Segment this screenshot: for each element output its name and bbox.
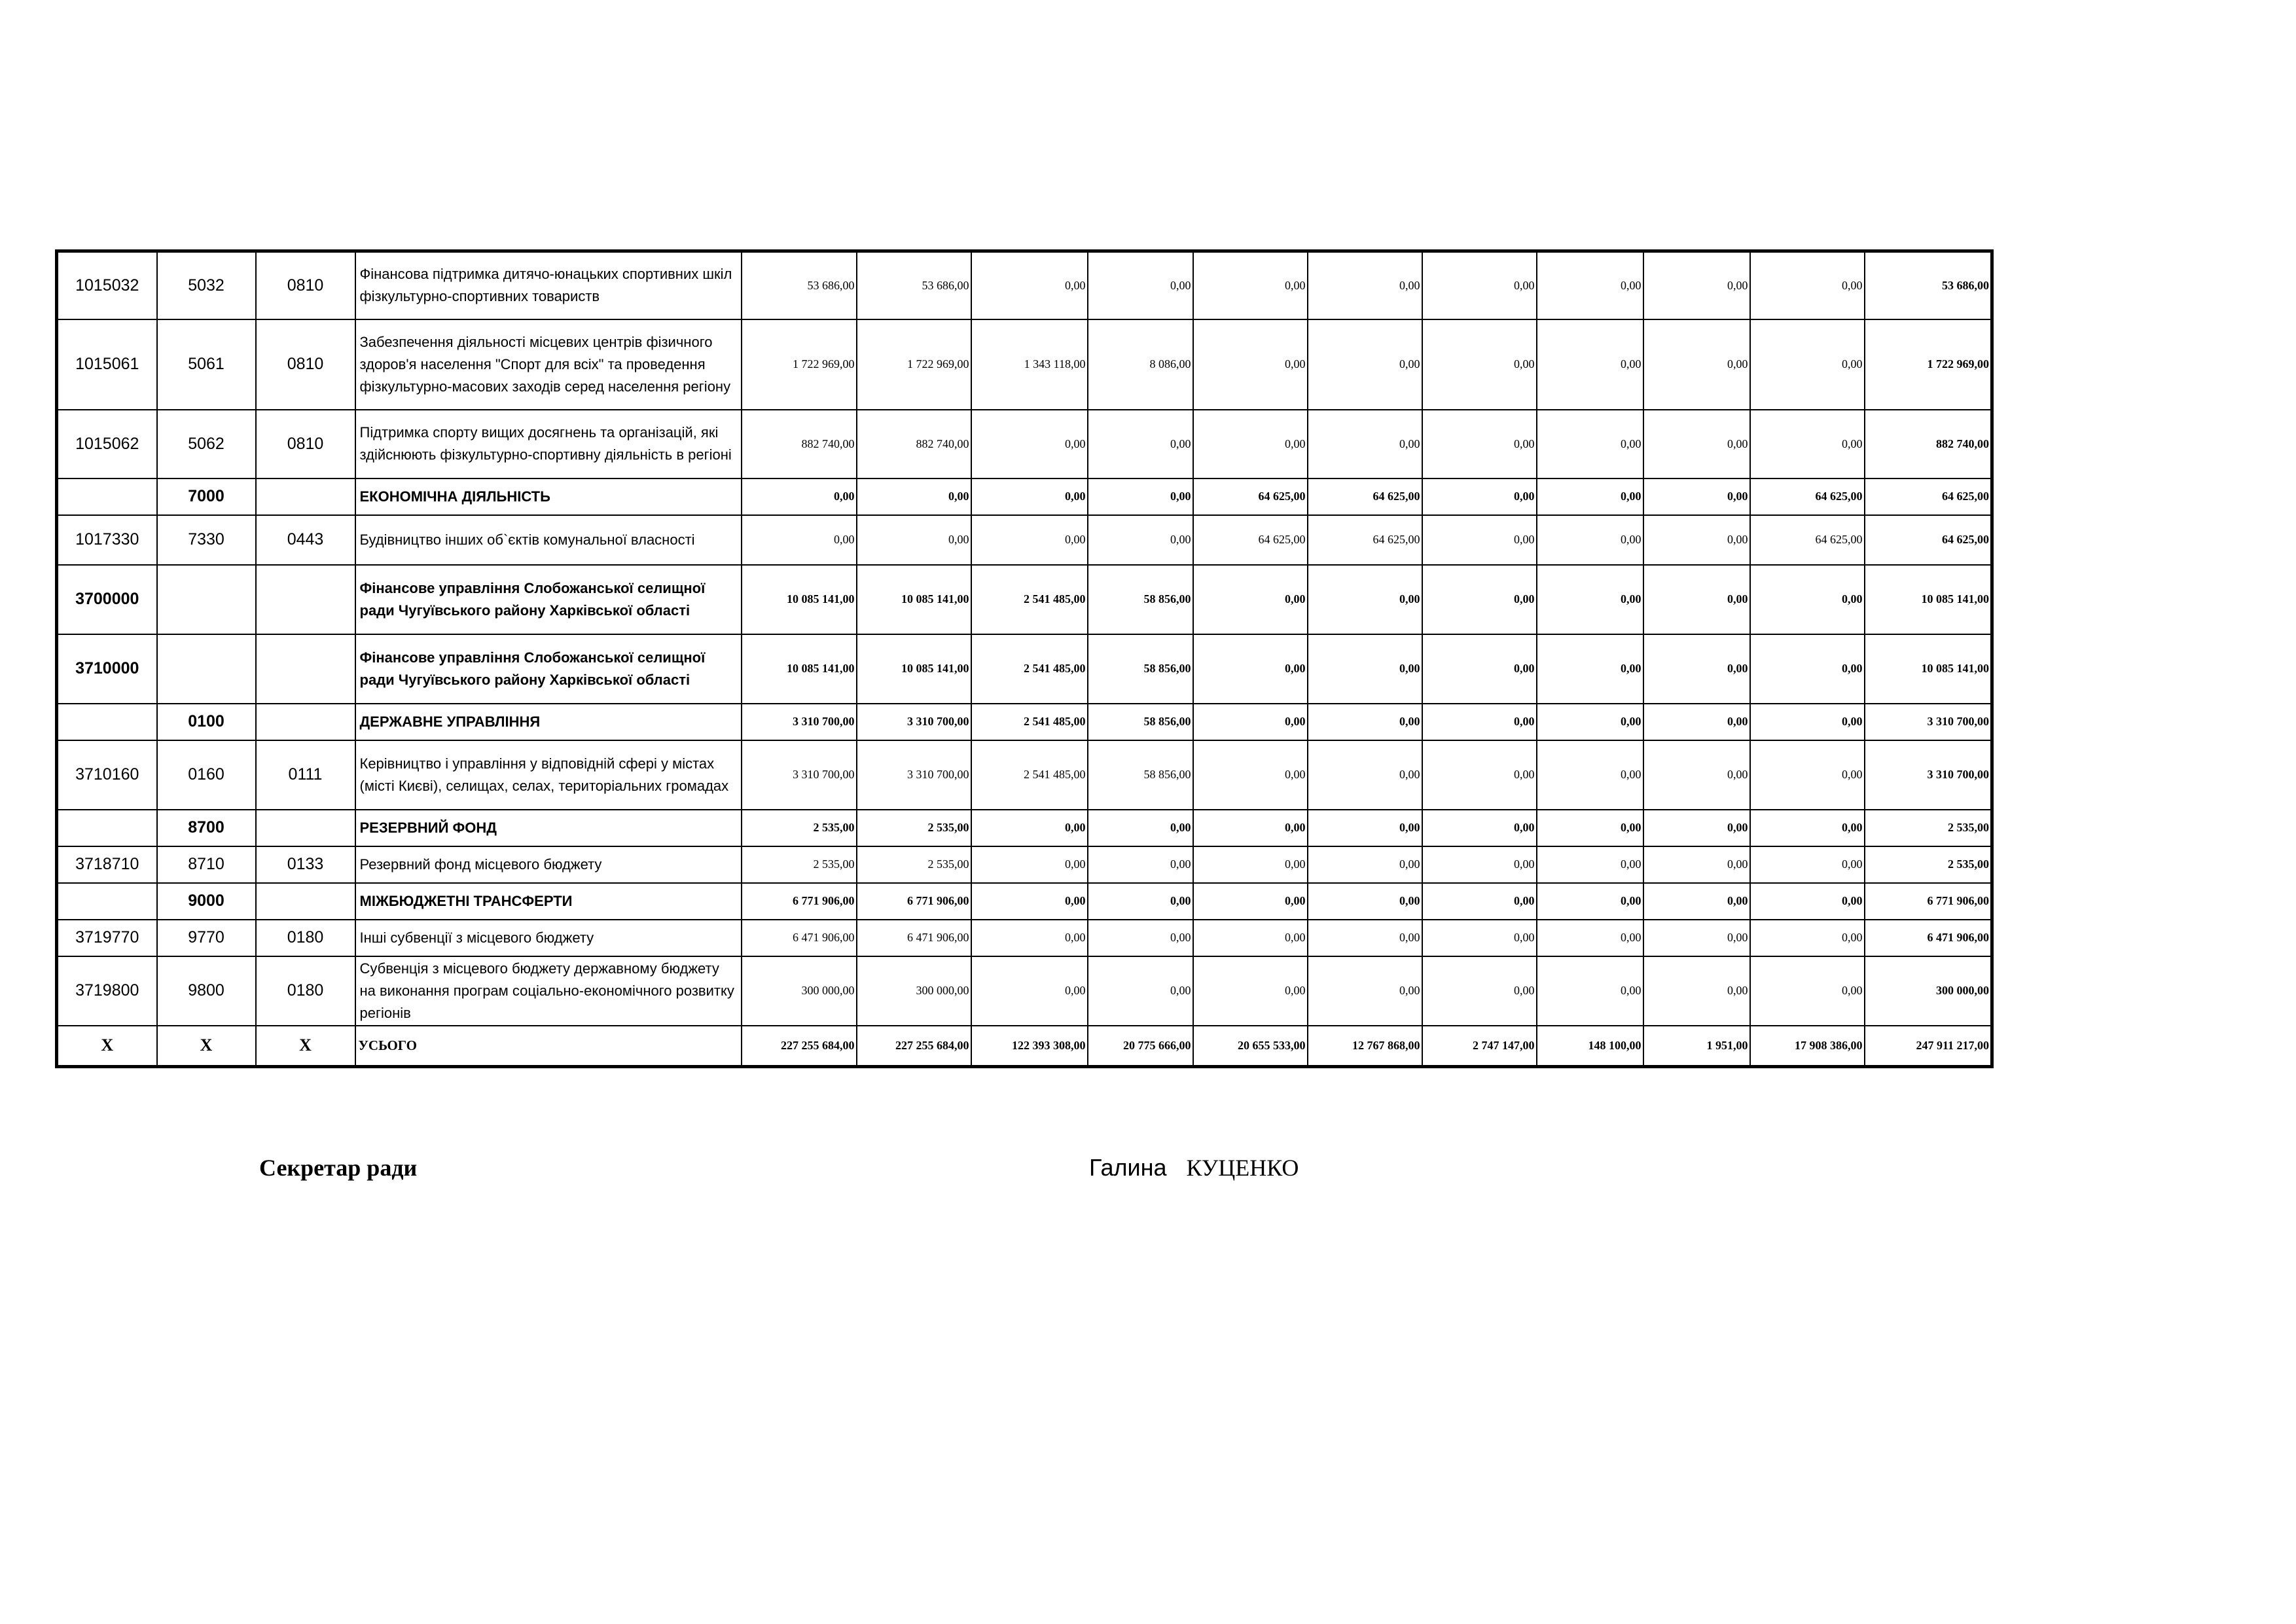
amount-cell: 0,00 <box>1537 565 1643 634</box>
amount-cell: 0,00 <box>1750 634 1865 704</box>
amount-cell: 0,00 <box>1537 478 1643 515</box>
program-kpkv-cell <box>157 634 256 704</box>
amount-cell: 0,00 <box>1193 740 1308 810</box>
amount-cell: 0,00 <box>971 846 1088 883</box>
amount-cell: 0,00 <box>1537 634 1643 704</box>
total-amount-cell: 12 767 868,00 <box>1308 1026 1422 1067</box>
amount-cell: 0,00 <box>971 478 1088 515</box>
total-amount-cell: 2 747 147,00 <box>1422 1026 1537 1067</box>
amount-cell: 0,00 <box>1422 883 1537 920</box>
amount-cell: 0,00 <box>1537 410 1643 478</box>
amount-cell: 0,00 <box>1750 704 1865 740</box>
amount-cell: 1 722 969,00 <box>742 319 857 410</box>
amount-cell: 2 541 485,00 <box>971 704 1088 740</box>
program-kpkv-cell: 8700 <box>157 810 256 846</box>
table-row <box>57 810 1992 846</box>
table-row <box>57 251 1992 319</box>
amount-cell: 0,00 <box>1308 251 1422 319</box>
function-code-cell: 0810 <box>256 319 355 410</box>
table-body <box>57 251 1992 1067</box>
amount-cell: 0,00 <box>1750 883 1865 920</box>
amount-cell: 0,00 <box>1537 810 1643 846</box>
amount-cell: 0,00 <box>1643 251 1750 319</box>
amount-cell: 0,00 <box>1308 740 1422 810</box>
program-kpkv-cell <box>157 565 256 634</box>
program-kpkv-cell: 0100 <box>157 704 256 740</box>
program-code-cell: 3710000 <box>57 634 157 704</box>
table-row <box>57 740 1992 810</box>
amount-cell: 0,00 <box>1088 515 1193 565</box>
program-name-cell: ДЕРЖАВНЕ УПРАВЛІННЯ <box>355 704 742 740</box>
total-amount-cell: 20 655 533,00 <box>1193 1026 1308 1067</box>
amount-cell: 0,00 <box>971 810 1088 846</box>
amount-cell: 0,00 <box>1643 956 1750 1026</box>
program-kpkv-cell: 9800 <box>157 956 256 1026</box>
program-code-cell <box>57 478 157 515</box>
amount-cell: 0,00 <box>971 515 1088 565</box>
amount-cell: 0,00 <box>1193 251 1308 319</box>
amount-cell: 0,00 <box>1537 319 1643 410</box>
amount-cell: 0,00 <box>1422 740 1537 810</box>
amount-cell: 0,00 <box>1193 956 1308 1026</box>
amount-cell: 10 085 141,00 <box>742 634 857 704</box>
amount-cell: 0,00 <box>1750 956 1865 1026</box>
amount-cell: 0,00 <box>1193 634 1308 704</box>
amount-cell: 0,00 <box>1308 846 1422 883</box>
amount-cell: 0,00 <box>1537 515 1643 565</box>
program-name-cell: РЕЗЕРВНИЙ ФОНД <box>355 810 742 846</box>
amount-cell: 0,00 <box>1750 319 1865 410</box>
amount-cell: 0,00 <box>1643 319 1750 410</box>
signature-last-name: КУЦЕНКО <box>1186 1155 1299 1181</box>
program-code-cell <box>57 704 157 740</box>
amount-cell: 0,00 <box>1088 846 1193 883</box>
table-row <box>57 319 1992 410</box>
program-name-cell: Фінансове управління Слобожанської селищної ради Чугуївського району Харківської області <box>355 565 742 634</box>
amount-cell: 0,00 <box>1088 920 1193 956</box>
program-name-cell: Фінансове управління Слобожанської селищної ради Чугуївського району Харківської області <box>355 634 742 704</box>
amount-cell: 0,00 <box>1643 634 1750 704</box>
function-code-cell: 0133 <box>256 846 355 883</box>
amount-cell: 64 625,00 <box>1308 515 1422 565</box>
signature-title: Секретар ради <box>259 1155 418 1181</box>
amount-cell: 0,00 <box>742 515 857 565</box>
amount-cell: 10 085 141,00 <box>1865 634 1992 704</box>
amount-cell: 0,00 <box>971 410 1088 478</box>
amount-cell: 0,00 <box>1308 883 1422 920</box>
total-amount-cell: 122 393 308,00 <box>971 1026 1088 1067</box>
amount-cell: 0,00 <box>1422 251 1537 319</box>
function-code-cell <box>256 704 355 740</box>
total-row <box>57 1026 1992 1067</box>
amount-cell: 882 740,00 <box>1865 410 1992 478</box>
amount-cell: 58 856,00 <box>1088 634 1193 704</box>
amount-cell: 0,00 <box>857 478 971 515</box>
amount-cell: 0,00 <box>1088 810 1193 846</box>
program-code-cell: 3710160 <box>57 740 157 810</box>
amount-cell: 10 085 141,00 <box>857 634 971 704</box>
function-code-cell: 0810 <box>256 251 355 319</box>
amount-cell: 0,00 <box>1643 740 1750 810</box>
amount-cell: 0,00 <box>1537 846 1643 883</box>
amount-cell: 2 535,00 <box>742 810 857 846</box>
signature-name <box>1089 1154 1299 1182</box>
table-row <box>57 846 1992 883</box>
amount-cell: 0,00 <box>1088 956 1193 1026</box>
amount-cell: 0,00 <box>1643 810 1750 846</box>
amount-cell: 2 535,00 <box>742 846 857 883</box>
program-name-cell: Фінансова підтримка дитячо-юнацьких спортивних шкіл фізкультурно-спортивних товариств <box>355 251 742 319</box>
amount-cell: 0,00 <box>1422 956 1537 1026</box>
amount-cell: 0,00 <box>1422 920 1537 956</box>
program-kpkv-cell: 5062 <box>157 410 256 478</box>
amount-cell: 882 740,00 <box>742 410 857 478</box>
amount-cell: 1 343 118,00 <box>971 319 1088 410</box>
amount-cell: 0,00 <box>1422 515 1537 565</box>
amount-cell: 0,00 <box>1088 251 1193 319</box>
amount-cell: 0,00 <box>857 515 971 565</box>
amount-cell: 64 625,00 <box>1865 478 1992 515</box>
program-kpkv-cell: 7000 <box>157 478 256 515</box>
amount-cell: 3 310 700,00 <box>1865 740 1992 810</box>
amount-cell: 0,00 <box>1193 565 1308 634</box>
amount-cell: 6 771 906,00 <box>1865 883 1992 920</box>
amount-cell: 0,00 <box>1643 515 1750 565</box>
amount-cell: 2 535,00 <box>857 810 971 846</box>
function-code-cell: 0180 <box>256 956 355 1026</box>
amount-cell: 0,00 <box>1308 920 1422 956</box>
amount-cell: 0,00 <box>1308 319 1422 410</box>
amount-cell: 0,00 <box>1643 883 1750 920</box>
total-x-mark: X <box>256 1026 355 1067</box>
total-amount-cell: 148 100,00 <box>1537 1026 1643 1067</box>
amount-cell: 2 535,00 <box>1865 846 1992 883</box>
program-kpkv-cell: 8710 <box>157 846 256 883</box>
amount-cell: 64 625,00 <box>1750 515 1865 565</box>
amount-cell: 0,00 <box>1537 740 1643 810</box>
function-code-cell <box>256 634 355 704</box>
function-code-cell: 0111 <box>256 740 355 810</box>
table-row <box>57 956 1992 1026</box>
amount-cell: 2 541 485,00 <box>971 740 1088 810</box>
amount-cell: 0,00 <box>971 956 1088 1026</box>
amount-cell: 0,00 <box>1422 810 1537 846</box>
program-name-cell: ЕКОНОМІЧНА ДІЯЛЬНІСТЬ <box>355 478 742 515</box>
function-code-cell: 0180 <box>256 920 355 956</box>
table-row <box>57 920 1992 956</box>
program-name-cell: Будівництво інших об`єктів комунальної власності <box>355 515 742 565</box>
amount-cell: 882 740,00 <box>857 410 971 478</box>
program-code-cell <box>57 883 157 920</box>
amount-cell: 0,00 <box>1643 565 1750 634</box>
amount-cell: 0,00 <box>1750 810 1865 846</box>
amount-cell: 58 856,00 <box>1088 740 1193 810</box>
amount-cell: 300 000,00 <box>1865 956 1992 1026</box>
table-row <box>57 634 1992 704</box>
program-code-cell: 3718710 <box>57 846 157 883</box>
program-kpkv-cell: 5061 <box>157 319 256 410</box>
function-code-cell <box>256 810 355 846</box>
amount-cell: 0,00 <box>1308 810 1422 846</box>
amount-cell: 10 085 141,00 <box>1865 565 1992 634</box>
amount-cell: 0,00 <box>1537 883 1643 920</box>
program-kpkv-cell: 7330 <box>157 515 256 565</box>
total-amount-cell: 247 911 217,00 <box>1865 1026 1992 1067</box>
amount-cell: 3 310 700,00 <box>742 704 857 740</box>
amount-cell: 300 000,00 <box>857 956 971 1026</box>
program-name-cell: МІЖБЮДЖЕТНІ ТРАНСФЕРТИ <box>355 883 742 920</box>
table-row <box>57 478 1992 515</box>
amount-cell: 3 310 700,00 <box>742 740 857 810</box>
table-row <box>57 704 1992 740</box>
amount-cell: 0,00 <box>1537 251 1643 319</box>
program-code-cell: 1015032 <box>57 251 157 319</box>
amount-cell: 0,00 <box>1422 478 1537 515</box>
total-amount-cell: 20 775 666,00 <box>1088 1026 1193 1067</box>
program-code-cell: 1017330 <box>57 515 157 565</box>
program-code-cell <box>57 810 157 846</box>
amount-cell: 0,00 <box>1088 478 1193 515</box>
amount-cell: 0,00 <box>971 920 1088 956</box>
amount-cell: 0,00 <box>1193 704 1308 740</box>
amount-cell: 2 541 485,00 <box>971 565 1088 634</box>
amount-cell: 300 000,00 <box>742 956 857 1026</box>
amount-cell: 0,00 <box>1537 956 1643 1026</box>
amount-cell: 0,00 <box>1193 846 1308 883</box>
amount-cell: 53 686,00 <box>857 251 971 319</box>
amount-cell: 0,00 <box>1537 920 1643 956</box>
amount-cell: 0,00 <box>1422 565 1537 634</box>
amount-cell: 0,00 <box>742 478 857 515</box>
program-name-cell: Керівництво і управління у відповідній сфері у містах (місті Києві), селищах, селах, територіальних громадах <box>355 740 742 810</box>
function-code-cell <box>256 883 355 920</box>
amount-cell: 0,00 <box>1750 565 1865 634</box>
amount-cell: 3 310 700,00 <box>857 704 971 740</box>
program-code-cell: 3719800 <box>57 956 157 1026</box>
program-name-cell: Субвенція з місцевого бюджету державному бюджету на виконання програм соціально-економічного розвитку регіонів <box>355 956 742 1026</box>
program-name-cell: Підтримка спорту вищих досягнень та організацій, які здійснюють фізкультурно-спортивну діяльність в регіоні <box>355 410 742 478</box>
amount-cell: 53 686,00 <box>742 251 857 319</box>
program-kpkv-cell: 9770 <box>157 920 256 956</box>
amount-cell: 0,00 <box>971 251 1088 319</box>
amount-cell: 58 856,00 <box>1088 565 1193 634</box>
amount-cell: 0,00 <box>1308 410 1422 478</box>
amount-cell: 0,00 <box>1537 704 1643 740</box>
program-name-cell: Забезпечення діяльності місцевих центрів фізичного здоров'я населення "Спорт для всіх" та проведення фізкультурно-масових заходів серед населення регіону <box>355 319 742 410</box>
amount-cell: 8 086,00 <box>1088 319 1193 410</box>
amount-cell: 0,00 <box>1308 956 1422 1026</box>
amount-cell: 0,00 <box>1643 846 1750 883</box>
amount-cell: 3 310 700,00 <box>857 740 971 810</box>
program-kpkv-cell: 5032 <box>157 251 256 319</box>
amount-cell: 0,00 <box>1750 920 1865 956</box>
program-kpkv-cell: 9000 <box>157 883 256 920</box>
amount-cell: 6 471 906,00 <box>742 920 857 956</box>
amount-cell: 64 625,00 <box>1193 478 1308 515</box>
amount-cell: 0,00 <box>1643 410 1750 478</box>
amount-cell: 0,00 <box>1193 810 1308 846</box>
amount-cell: 0,00 <box>1750 846 1865 883</box>
program-code-cell: 1015062 <box>57 410 157 478</box>
amount-cell: 0,00 <box>1308 634 1422 704</box>
program-code-cell: 1015061 <box>57 319 157 410</box>
amount-cell: 64 625,00 <box>1750 478 1865 515</box>
amount-cell: 6 471 906,00 <box>857 920 971 956</box>
function-code-cell <box>256 565 355 634</box>
amount-cell: 0,00 <box>1643 704 1750 740</box>
function-code-cell: 0443 <box>256 515 355 565</box>
amount-cell: 0,00 <box>1422 846 1537 883</box>
amount-cell: 0,00 <box>971 883 1088 920</box>
signature-first-name: Галина <box>1089 1154 1167 1181</box>
amount-cell: 1 722 969,00 <box>857 319 971 410</box>
amount-cell: 0,00 <box>1750 740 1865 810</box>
amount-cell: 6 771 906,00 <box>857 883 971 920</box>
amount-cell: 3 310 700,00 <box>1865 704 1992 740</box>
program-code-cell: 3700000 <box>57 565 157 634</box>
amount-cell: 0,00 <box>1088 410 1193 478</box>
function-code-cell: 0810 <box>256 410 355 478</box>
amount-cell: 0,00 <box>1422 634 1537 704</box>
amount-cell: 53 686,00 <box>1865 251 1992 319</box>
amount-cell: 0,00 <box>1193 883 1308 920</box>
amount-cell: 0,00 <box>1750 410 1865 478</box>
amount-cell: 0,00 <box>1193 920 1308 956</box>
amount-cell: 0,00 <box>1308 704 1422 740</box>
amount-cell: 10 085 141,00 <box>857 565 971 634</box>
amount-cell: 0,00 <box>1193 319 1308 410</box>
amount-cell: 2 535,00 <box>857 846 971 883</box>
program-name-cell: Резервний фонд місцевого бюджету <box>355 846 742 883</box>
amount-cell: 58 856,00 <box>1088 704 1193 740</box>
total-amount-cell: 1 951,00 <box>1643 1026 1750 1067</box>
amount-cell: 0,00 <box>1643 478 1750 515</box>
table-row <box>57 565 1992 634</box>
amount-cell: 0,00 <box>1643 920 1750 956</box>
total-amount-cell: 227 255 684,00 <box>857 1026 971 1067</box>
program-code-cell: 3719770 <box>57 920 157 956</box>
amount-cell: 64 625,00 <box>1308 478 1422 515</box>
amount-cell: 10 085 141,00 <box>742 565 857 634</box>
total-amount-cell: 17 908 386,00 <box>1750 1026 1865 1067</box>
amount-cell: 0,00 <box>1422 410 1537 478</box>
amount-cell: 0,00 <box>1308 565 1422 634</box>
budget-table <box>55 249 1994 1068</box>
amount-cell: 6 771 906,00 <box>742 883 857 920</box>
amount-cell: 0,00 <box>1088 883 1193 920</box>
amount-cell: 0,00 <box>1422 319 1537 410</box>
amount-cell: 6 471 906,00 <box>1865 920 1992 956</box>
total-x-mark: X <box>157 1026 256 1067</box>
table-row <box>57 883 1992 920</box>
total-amount-cell: 227 255 684,00 <box>742 1026 857 1067</box>
total-label: УСЬОГО <box>355 1026 742 1067</box>
amount-cell: 0,00 <box>1750 251 1865 319</box>
function-code-cell <box>256 478 355 515</box>
amount-cell: 2 535,00 <box>1865 810 1992 846</box>
program-name-cell: Інші субвенції з місцевого бюджету <box>355 920 742 956</box>
amount-cell: 0,00 <box>1193 410 1308 478</box>
amount-cell: 64 625,00 <box>1193 515 1308 565</box>
program-kpkv-cell: 0160 <box>157 740 256 810</box>
amount-cell: 64 625,00 <box>1865 515 1992 565</box>
table-row <box>57 515 1992 565</box>
amount-cell: 2 541 485,00 <box>971 634 1088 704</box>
total-x-mark: X <box>57 1026 157 1067</box>
amount-cell: 1 722 969,00 <box>1865 319 1992 410</box>
table-row <box>57 410 1992 478</box>
amount-cell: 0,00 <box>1422 704 1537 740</box>
